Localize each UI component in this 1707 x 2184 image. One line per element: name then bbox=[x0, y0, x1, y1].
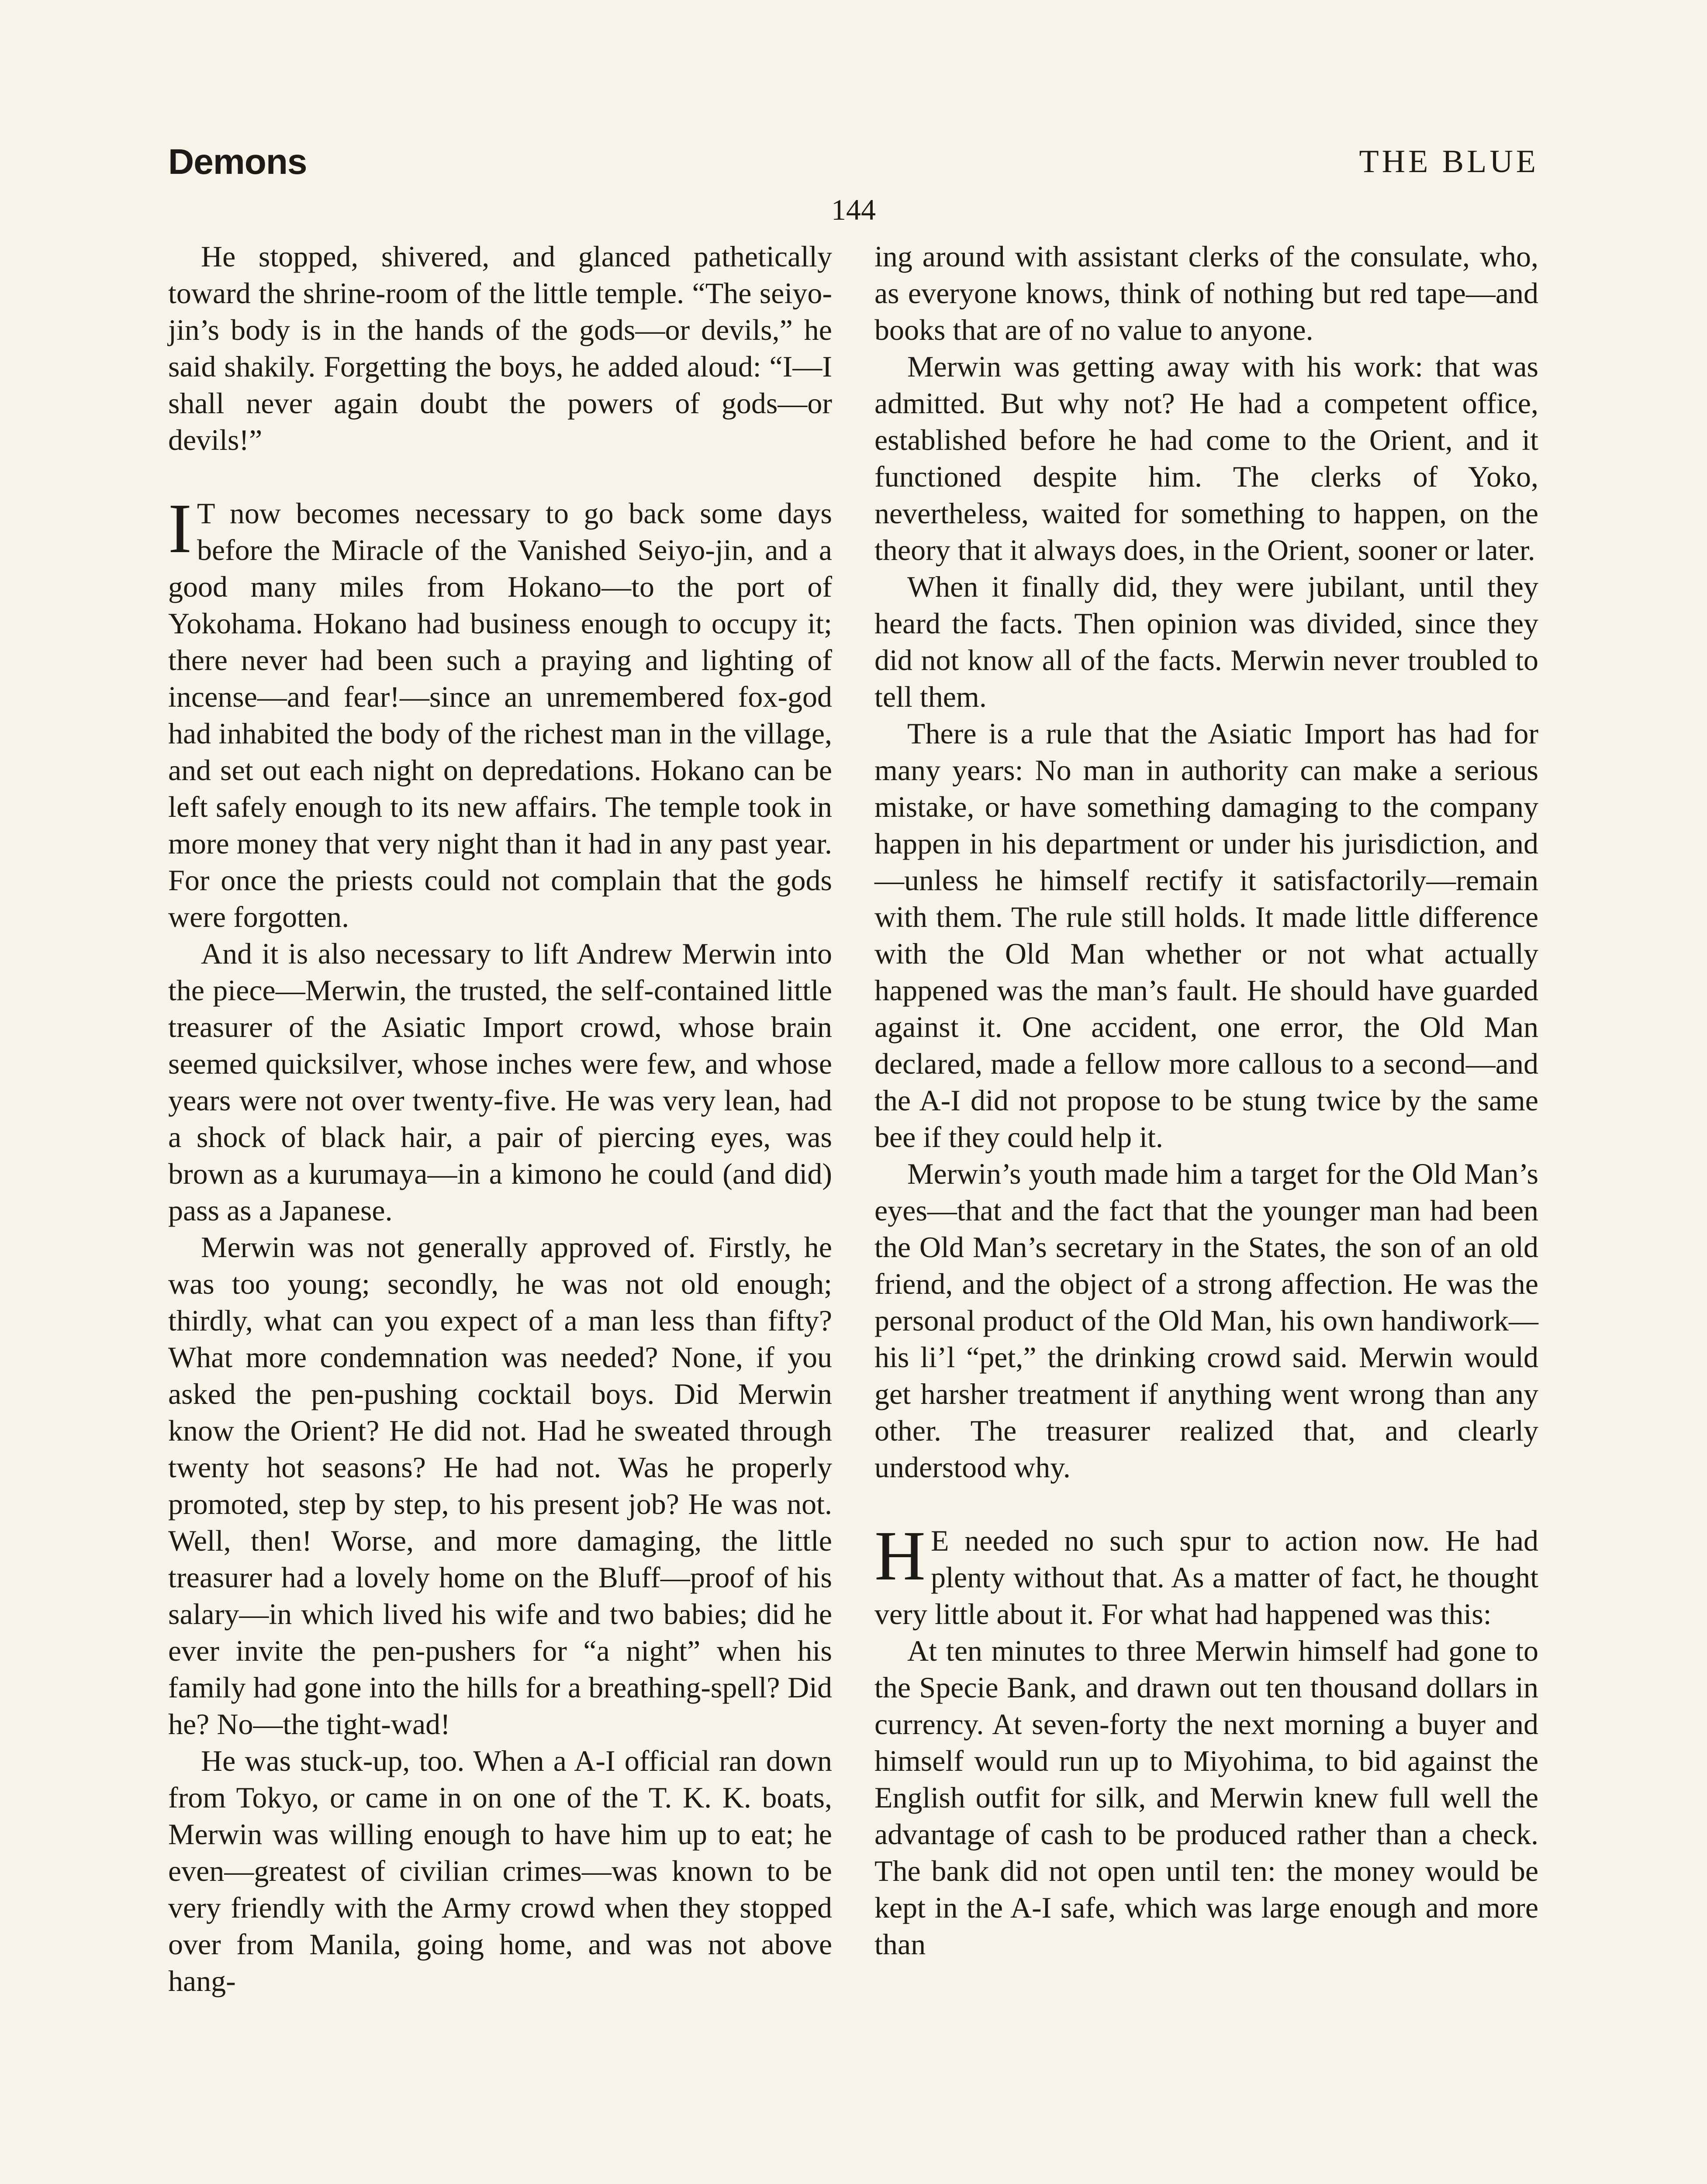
drop-cap: H bbox=[874, 1517, 926, 1595]
paragraph: There is a rule that the Asiatic Import has had for many years: No man in authority can make a serious mistake, or have something damaging to the company happen in his department or under his jurisdiction, and—unless he himself rectify it satisfactorily—remain with them. The rule still holds. It made little difference with the Old Man whether or not what actually happened was the man’s fault. He should have guarded against it. One accident, one error, the Old Man declared, made a fellow more callous to a second—and the A-I did not propose to be stung twice by the same bee if they could help it. bbox=[874, 717, 1538, 1154]
paragraph: When it finally did, they were jubilant, until they heard the facts. Then opinion was divided, since they did not know all of the facts. Merwin never troubled to tell them. bbox=[874, 570, 1538, 713]
paragraph: Merwin was getting away with his work: that was admitted. But why not? He had a competent office, established before he had come to the Orient, and it functioned despite him. The clerks of Yoko, nevertheless, waited for something to happen, on the theory that it always does, in the Orient, sooner or later. bbox=[874, 350, 1538, 567]
right-column bbox=[874, 238, 1538, 1963]
story-title-header: Demons bbox=[168, 142, 307, 182]
paragraph: And it is also necessary to lift Andrew Merwin into the piece—Merwin, the trusted, the self-contained little treasurer of the Asiatic Import crowd, whose brain seemed quicksilver, whose inches were few, and whose years were not over twenty-five. He was very lean, had a shock of black hair, a pair of piercing eyes, was brown as a kurumaya—in a kimono he could (and did) pass as a Japanese. bbox=[168, 937, 832, 1227]
paragraph: He stopped, shivered, and glanced pathetically toward the shrine-room of the little temple. “The seiyo-jin’s body is in the hands of the gods—or devils,” he said shakily. Forgetting the boys, he added aloud: “I—I shall never again doubt the powers of gods—or devils!” bbox=[168, 240, 832, 456]
page-number: 144 bbox=[831, 193, 876, 226]
paragraph: Merwin was not generally approved of. Firstly, he was too young; secondly, he was not old enough; thirdly, what can you expect of a man less than fifty? What more condemnation was needed? None, if you asked the pen-pushing cocktail boys. Did Merwin know the Orient? He did not. Had he sweated through twenty hot seasons? He had not. Was he properly promoted, step by step, to his present job? He was not. Well, then! Worse, and more damaging, the little treasurer had a lovely home on the Bluff—proof of his salary—in which lived his wife and two babies; did he ever invite the pen-pushers for “a night” when his family had gone into the hills for a breathing-spell? Did he? No—the tight-wad! bbox=[168, 1230, 832, 1741]
magazine-title-header: THE BLUE bbox=[1359, 144, 1539, 180]
left-column bbox=[168, 238, 832, 1999]
paragraph: He was stuck-up, too. When a A-I official ran down from Tokyo, or came in on one of the T. K. K. boats, Merwin was willing enough to have him up to eat; he even—greatest of civilian crimes—was known to be very friendly with the Army crowd when they stopped over from Manila, going home, and was not above hang- bbox=[168, 1744, 832, 1997]
section-opening-paragraph bbox=[168, 490, 832, 935]
paragraph: At ten minutes to three Merwin himself had gone to the Specie Bank, and drawn out ten thousand dollars in currency. At seven-forty the next morning a buyer and himself would run up to Miyohima, to bid against the English outfit for silk, and Merwin knew full well the advantage of cash to be produced rather than a check. The bank did not open until ten: the money would be kept in the A-I safe, which was large enough and more than bbox=[874, 1634, 1538, 1961]
paragraph: ing around with assistant clerks of the consulate, who, as everyone knows, think of nothing but red tape—and books that are of no value to anyone. bbox=[874, 240, 1538, 346]
drop-cap: I bbox=[168, 490, 192, 568]
paragraph-text: T now becomes necessary to go back some days before the Miracle of the Vanished Seiyo-jin, and a good many miles from Hokano—to the port of Yokohama. Hokano had business enough to occupy it; there never had been such a praying and lighting of incense—and fear!—since an unremembered fox-god had inhabited the body of the richest man in the village, and set out each night on depredations. Hokano can be left safely enough to its new affairs. The temple took in more money that very night than it had in any past year. For once the priests could not complain that the gods were forgotten. bbox=[168, 497, 832, 933]
paragraph-text: E needed no such spur to action now. He had plenty without that. As a matter of fact, he thought very little about it. For what had happened was this: bbox=[874, 1524, 1538, 1631]
section-opening-paragraph bbox=[874, 1517, 1538, 1632]
paragraph: Merwin’s youth made him a target for the Old Man’s eyes—that and the fact that the younger man had been the Old Man’s secretary in the States, the son of an old friend, and the object of a strong affection. He was the personal product of the Old Man, his own handiwork—his li’l “pet,” the drinking crowd said. Merwin would get harsher treatment if anything went wrong than any other. The treasurer realized that, and clearly understood why. bbox=[874, 1157, 1538, 1484]
